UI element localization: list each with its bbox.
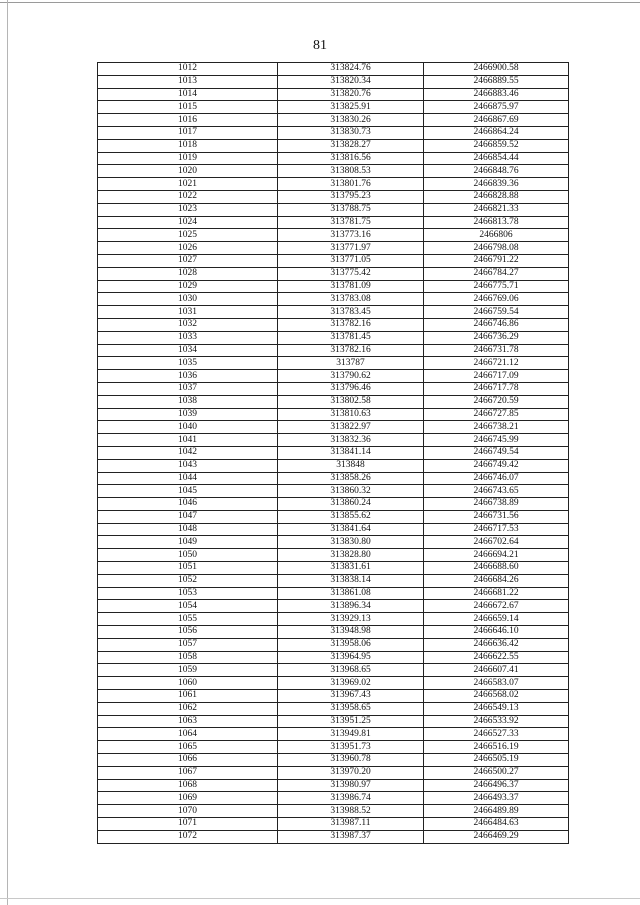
point-number-cell: 1062 xyxy=(98,702,278,715)
y-coordinate-cell: 2466743.65 xyxy=(424,485,569,498)
y-coordinate-cell: 2466672.67 xyxy=(424,600,569,613)
table-row xyxy=(98,766,569,779)
point-number-cell: 1049 xyxy=(98,536,278,549)
x-coordinate-cell: 313958.65 xyxy=(278,702,424,715)
x-coordinate-cell: 313970.20 xyxy=(278,766,424,779)
point-number-cell: 1022 xyxy=(98,190,278,203)
point-number-cell: 1039 xyxy=(98,408,278,421)
y-coordinate-cell: 2466731.56 xyxy=(424,510,569,523)
point-number-cell: 1050 xyxy=(98,549,278,562)
point-number-cell: 1056 xyxy=(98,626,278,639)
table-row xyxy=(98,587,569,600)
table-row xyxy=(98,715,569,728)
point-number-cell: 1037 xyxy=(98,382,278,395)
y-coordinate-cell: 2466806 xyxy=(424,229,569,242)
table-row xyxy=(98,523,569,536)
table-row xyxy=(98,357,569,370)
x-coordinate-cell: 313824.76 xyxy=(278,63,424,76)
y-coordinate-cell: 2466875.97 xyxy=(424,101,569,114)
x-coordinate-cell: 313820.34 xyxy=(278,75,424,88)
y-coordinate-cell: 2466813.78 xyxy=(424,216,569,229)
point-number-cell: 1025 xyxy=(98,229,278,242)
point-number-cell: 1048 xyxy=(98,523,278,536)
table-row xyxy=(98,446,569,459)
x-coordinate-cell: 313771.05 xyxy=(278,254,424,267)
y-coordinate-cell: 2466864.24 xyxy=(424,126,569,139)
point-number-cell: 1030 xyxy=(98,293,278,306)
x-coordinate-cell: 313820.76 xyxy=(278,88,424,101)
x-coordinate-cell: 313832.36 xyxy=(278,434,424,447)
point-number-cell: 1041 xyxy=(98,434,278,447)
x-coordinate-cell: 313841.64 xyxy=(278,523,424,536)
y-coordinate-cell: 2466533.92 xyxy=(424,715,569,728)
x-coordinate-cell: 313788.75 xyxy=(278,203,424,216)
y-coordinate-cell: 2466489.89 xyxy=(424,805,569,818)
y-coordinate-cell: 2466759.54 xyxy=(424,306,569,319)
point-number-cell: 1070 xyxy=(98,805,278,818)
y-coordinate-cell: 2466883.46 xyxy=(424,88,569,101)
table-row xyxy=(98,754,569,767)
point-number-cell: 1067 xyxy=(98,766,278,779)
x-coordinate-cell: 313896.34 xyxy=(278,600,424,613)
table-row xyxy=(98,818,569,831)
x-coordinate-cell: 313951.73 xyxy=(278,741,424,754)
table-row xyxy=(98,434,569,447)
x-coordinate-cell: 313948.98 xyxy=(278,626,424,639)
y-coordinate-cell: 2466821.33 xyxy=(424,203,569,216)
y-coordinate-cell: 2466738.89 xyxy=(424,498,569,511)
point-number-cell: 1026 xyxy=(98,242,278,255)
y-coordinate-cell: 2466745.99 xyxy=(424,434,569,447)
point-number-cell: 1051 xyxy=(98,562,278,575)
x-coordinate-cell: 313828.27 xyxy=(278,139,424,152)
table-row xyxy=(98,101,569,114)
point-number-cell: 1068 xyxy=(98,779,278,792)
point-number-cell: 1013 xyxy=(98,75,278,88)
point-number-cell: 1064 xyxy=(98,728,278,741)
x-coordinate-cell: 313858.26 xyxy=(278,472,424,485)
x-coordinate-cell: 313968.65 xyxy=(278,664,424,677)
table-row xyxy=(98,638,569,651)
table-row xyxy=(98,331,569,344)
y-coordinate-cell: 2466484.63 xyxy=(424,818,569,831)
y-coordinate-cell: 2466854.44 xyxy=(424,152,569,165)
y-coordinate-cell: 2466568.02 xyxy=(424,690,569,703)
table-row xyxy=(98,242,569,255)
x-coordinate-cell: 313808.53 xyxy=(278,165,424,178)
y-coordinate-cell: 2466583.07 xyxy=(424,677,569,690)
table-row xyxy=(98,382,569,395)
y-coordinate-cell: 2466859.52 xyxy=(424,139,569,152)
table-row xyxy=(98,664,569,677)
page-number: 81 xyxy=(313,38,327,53)
x-coordinate-cell: 313773.16 xyxy=(278,229,424,242)
y-coordinate-cell: 2466731.78 xyxy=(424,344,569,357)
x-coordinate-cell: 313960.78 xyxy=(278,754,424,767)
x-coordinate-cell: 313969.02 xyxy=(278,677,424,690)
point-number-cell: 1063 xyxy=(98,715,278,728)
x-coordinate-cell: 313987.37 xyxy=(278,830,424,843)
y-coordinate-cell: 2466727.85 xyxy=(424,408,569,421)
table-row xyxy=(98,830,569,843)
table-row xyxy=(98,779,569,792)
point-number-cell: 1020 xyxy=(98,165,278,178)
table-row xyxy=(98,203,569,216)
y-coordinate-cell: 2466775.71 xyxy=(424,280,569,293)
x-coordinate-cell: 313781.45 xyxy=(278,331,424,344)
y-coordinate-cell: 2466527.33 xyxy=(424,728,569,741)
y-coordinate-cell: 2466702.64 xyxy=(424,536,569,549)
y-coordinate-cell: 2466500.27 xyxy=(424,766,569,779)
x-coordinate-cell: 313838.14 xyxy=(278,574,424,587)
table-row xyxy=(98,728,569,741)
x-coordinate-cell: 313855.62 xyxy=(278,510,424,523)
x-coordinate-cell: 313986.74 xyxy=(278,792,424,805)
y-coordinate-cell: 2466828.88 xyxy=(424,190,569,203)
x-coordinate-cell: 313929.13 xyxy=(278,613,424,626)
point-number-cell: 1027 xyxy=(98,254,278,267)
point-number-cell: 1014 xyxy=(98,88,278,101)
table-row xyxy=(98,254,569,267)
point-number-cell: 1016 xyxy=(98,114,278,127)
table-row xyxy=(98,229,569,242)
table-row xyxy=(98,677,569,690)
table-row xyxy=(98,510,569,523)
x-coordinate-cell: 313831.61 xyxy=(278,562,424,575)
point-number-cell: 1029 xyxy=(98,280,278,293)
x-coordinate-cell: 313781.09 xyxy=(278,280,424,293)
table-row xyxy=(98,472,569,485)
point-number-cell: 1055 xyxy=(98,613,278,626)
x-coordinate-cell: 313988.52 xyxy=(278,805,424,818)
x-coordinate-cell: 313771.97 xyxy=(278,242,424,255)
table-row xyxy=(98,267,569,280)
y-coordinate-cell: 2466784.27 xyxy=(424,267,569,280)
y-coordinate-cell: 2466721.12 xyxy=(424,357,569,370)
point-number-cell: 1065 xyxy=(98,741,278,754)
y-coordinate-cell: 2466505.19 xyxy=(424,754,569,767)
point-number-cell: 1036 xyxy=(98,370,278,383)
point-number-cell: 1069 xyxy=(98,792,278,805)
point-number-cell: 1046 xyxy=(98,498,278,511)
x-coordinate-cell: 313801.76 xyxy=(278,178,424,191)
table-row xyxy=(98,626,569,639)
x-coordinate-cell: 313795.23 xyxy=(278,190,424,203)
x-coordinate-cell: 313810.63 xyxy=(278,408,424,421)
table-row xyxy=(98,549,569,562)
y-coordinate-cell: 2466900.58 xyxy=(424,63,569,76)
point-number-cell: 1021 xyxy=(98,178,278,191)
point-number-cell: 1071 xyxy=(98,818,278,831)
x-coordinate-cell: 313775.42 xyxy=(278,267,424,280)
point-number-cell: 1047 xyxy=(98,510,278,523)
table-row xyxy=(98,114,569,127)
point-number-cell: 1031 xyxy=(98,306,278,319)
y-coordinate-cell: 2466798.08 xyxy=(424,242,569,255)
table-row xyxy=(98,613,569,626)
y-coordinate-cell: 2466720.59 xyxy=(424,395,569,408)
y-coordinate-cell: 2466646.10 xyxy=(424,626,569,639)
x-coordinate-cell: 313987.11 xyxy=(278,818,424,831)
table-row xyxy=(98,293,569,306)
y-coordinate-cell: 2466549.13 xyxy=(424,702,569,715)
table-row xyxy=(98,651,569,664)
table-row xyxy=(98,75,569,88)
coordinates-table xyxy=(97,62,569,844)
point-number-cell: 1033 xyxy=(98,331,278,344)
x-coordinate-cell: 313783.45 xyxy=(278,306,424,319)
table-row xyxy=(98,485,569,498)
x-coordinate-cell: 313830.80 xyxy=(278,536,424,549)
x-coordinate-cell: 313828.80 xyxy=(278,549,424,562)
table-row xyxy=(98,318,569,331)
point-number-cell: 1058 xyxy=(98,651,278,664)
x-coordinate-cell: 313841.14 xyxy=(278,446,424,459)
x-coordinate-cell: 313802.58 xyxy=(278,395,424,408)
y-coordinate-cell: 2466889.55 xyxy=(424,75,569,88)
y-coordinate-cell: 2466681.22 xyxy=(424,587,569,600)
coordinates-table-body xyxy=(98,63,569,844)
table-row xyxy=(98,139,569,152)
y-coordinate-cell: 2466848.76 xyxy=(424,165,569,178)
y-coordinate-cell: 2466867.69 xyxy=(424,114,569,127)
y-coordinate-cell: 2466736.29 xyxy=(424,331,569,344)
point-number-cell: 1023 xyxy=(98,203,278,216)
y-coordinate-cell: 2466694.21 xyxy=(424,549,569,562)
x-coordinate-cell: 313848 xyxy=(278,459,424,472)
x-coordinate-cell: 313980.97 xyxy=(278,779,424,792)
point-number-cell: 1042 xyxy=(98,446,278,459)
y-coordinate-cell: 2466717.09 xyxy=(424,370,569,383)
point-number-cell: 1017 xyxy=(98,126,278,139)
point-number-cell: 1038 xyxy=(98,395,278,408)
point-number-cell: 1012 xyxy=(98,63,278,76)
table-row xyxy=(98,370,569,383)
x-coordinate-cell: 313816.56 xyxy=(278,152,424,165)
point-number-cell: 1040 xyxy=(98,421,278,434)
table-row xyxy=(98,280,569,293)
point-number-cell: 1035 xyxy=(98,357,278,370)
y-coordinate-cell: 2466749.42 xyxy=(424,459,569,472)
y-coordinate-cell: 2466717.78 xyxy=(424,382,569,395)
point-number-cell: 1045 xyxy=(98,485,278,498)
y-coordinate-cell: 2466684.26 xyxy=(424,574,569,587)
point-number-cell: 1057 xyxy=(98,638,278,651)
point-number-cell: 1060 xyxy=(98,677,278,690)
point-number-cell: 1061 xyxy=(98,690,278,703)
point-number-cell: 1066 xyxy=(98,754,278,767)
table-row xyxy=(98,421,569,434)
x-coordinate-cell: 313822.97 xyxy=(278,421,424,434)
x-coordinate-cell: 313830.73 xyxy=(278,126,424,139)
y-coordinate-cell: 2466493.37 xyxy=(424,792,569,805)
point-number-cell: 1052 xyxy=(98,574,278,587)
x-coordinate-cell: 313782.16 xyxy=(278,344,424,357)
point-number-cell: 1059 xyxy=(98,664,278,677)
table-row xyxy=(98,536,569,549)
scan-edge-left xyxy=(7,0,8,905)
y-coordinate-cell: 2466749.54 xyxy=(424,446,569,459)
table-row xyxy=(98,395,569,408)
x-coordinate-cell: 313967.43 xyxy=(278,690,424,703)
y-coordinate-cell: 2466839.36 xyxy=(424,178,569,191)
table-row xyxy=(98,459,569,472)
table-row xyxy=(98,805,569,818)
y-coordinate-cell: 2466791.22 xyxy=(424,254,569,267)
point-number-cell: 1044 xyxy=(98,472,278,485)
x-coordinate-cell: 313860.32 xyxy=(278,485,424,498)
x-coordinate-cell: 313796.46 xyxy=(278,382,424,395)
x-coordinate-cell: 313825.91 xyxy=(278,101,424,114)
table-row xyxy=(98,216,569,229)
x-coordinate-cell: 313783.08 xyxy=(278,293,424,306)
x-coordinate-cell: 313951.25 xyxy=(278,715,424,728)
y-coordinate-cell: 2466746.07 xyxy=(424,472,569,485)
table-row xyxy=(98,562,569,575)
table-row xyxy=(98,702,569,715)
table-row xyxy=(98,690,569,703)
x-coordinate-cell: 313830.26 xyxy=(278,114,424,127)
x-coordinate-cell: 313790.62 xyxy=(278,370,424,383)
point-number-cell: 1053 xyxy=(98,587,278,600)
y-coordinate-cell: 2466496.37 xyxy=(424,779,569,792)
table-row xyxy=(98,600,569,613)
table-row xyxy=(98,126,569,139)
table-row xyxy=(98,408,569,421)
table-row xyxy=(98,165,569,178)
x-coordinate-cell: 313860.24 xyxy=(278,498,424,511)
point-number-cell: 1015 xyxy=(98,101,278,114)
y-coordinate-cell: 2466607.41 xyxy=(424,664,569,677)
point-number-cell: 1054 xyxy=(98,600,278,613)
table-row xyxy=(98,792,569,805)
point-number-cell: 1032 xyxy=(98,318,278,331)
point-number-cell: 1043 xyxy=(98,459,278,472)
point-number-cell: 1028 xyxy=(98,267,278,280)
table-row xyxy=(98,498,569,511)
y-coordinate-cell: 2466688.60 xyxy=(424,562,569,575)
table-row xyxy=(98,344,569,357)
y-coordinate-cell: 2466738.21 xyxy=(424,421,569,434)
y-coordinate-cell: 2466622.55 xyxy=(424,651,569,664)
table-row xyxy=(98,741,569,754)
point-number-cell: 1024 xyxy=(98,216,278,229)
table-row xyxy=(98,88,569,101)
table-row xyxy=(98,306,569,319)
x-coordinate-cell: 313781.75 xyxy=(278,216,424,229)
x-coordinate-cell: 313861.08 xyxy=(278,587,424,600)
x-coordinate-cell: 313787 xyxy=(278,357,424,370)
y-coordinate-cell: 2466469.29 xyxy=(424,830,569,843)
table-row xyxy=(98,574,569,587)
x-coordinate-cell: 313964.95 xyxy=(278,651,424,664)
y-coordinate-cell: 2466769.06 xyxy=(424,293,569,306)
scan-edge-bottom xyxy=(0,898,640,899)
y-coordinate-cell: 2466636.42 xyxy=(424,638,569,651)
table-row xyxy=(98,178,569,191)
y-coordinate-cell: 2466717.53 xyxy=(424,523,569,536)
scan-edge-top xyxy=(0,2,640,3)
table-row xyxy=(98,63,569,76)
point-number-cell: 1019 xyxy=(98,152,278,165)
x-coordinate-cell: 313782.16 xyxy=(278,318,424,331)
x-coordinate-cell: 313949.81 xyxy=(278,728,424,741)
table-row xyxy=(98,152,569,165)
table-row xyxy=(98,190,569,203)
y-coordinate-cell: 2466659.14 xyxy=(424,613,569,626)
point-number-cell: 1018 xyxy=(98,139,278,152)
y-coordinate-cell: 2466516.19 xyxy=(424,741,569,754)
point-number-cell: 1072 xyxy=(98,830,278,843)
y-coordinate-cell: 2466746.86 xyxy=(424,318,569,331)
x-coordinate-cell: 313958.06 xyxy=(278,638,424,651)
point-number-cell: 1034 xyxy=(98,344,278,357)
